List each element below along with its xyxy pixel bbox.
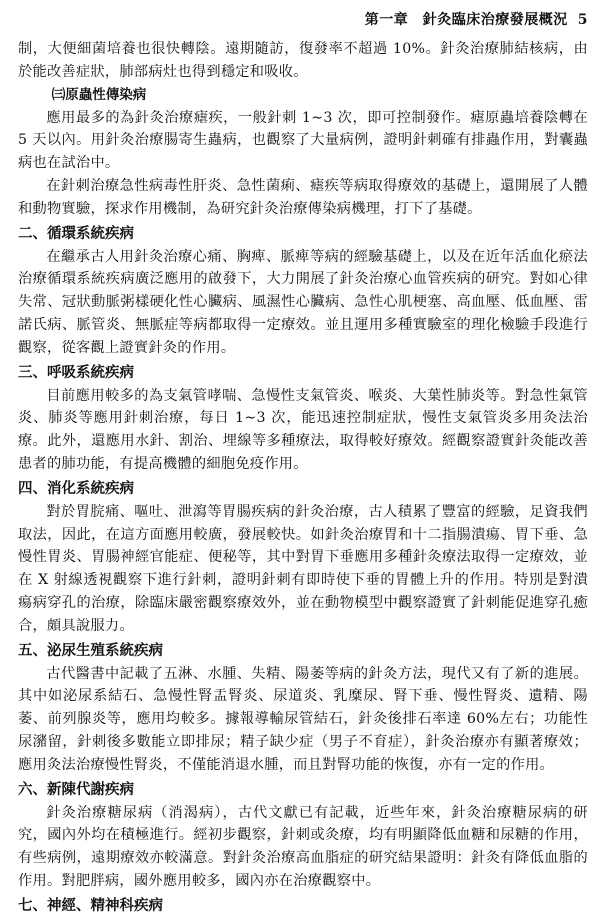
body-text [18,38,588,918]
subsection-heading: ㈢原蟲性傳染病 [51,86,147,103]
page-number: 5 [577,12,588,28]
section-heading: 二、循環系統疾病 [18,225,134,242]
section-heading: 三、呼吸系統疾病 [18,364,134,381]
paragraph: 制，大便細菌培養也很快轉陰。遠期隨訪，復發率不超過 10%。針灸治療肺結核病，由於能改善症狀，肺部病灶也得到穩定和吸收。 [18,41,588,80]
section-heading: 七、神經、精神科疾病 [18,897,163,914]
section-heading: 六、新陳代謝疾病 [18,781,134,798]
paragraph: 對於胃脘痛、嘔吐、泄瀉等胃腸疾病的針灸治療，古人積累了豐富的經驗，足資我們取法，因此，在這方面應用較廣，發展較快。如針灸治療胃和十二指腸潰瘍、胃下垂、急慢性胃炎、胃腸神經官能症、便秘等，其中對胃下垂應用多種針灸療法取得一定療效，並在 X 射線透視觀察下進行針刺，證明針刺有即時使下垂的胃體上升的作用。特別是對潰瘍病穿孔的治療，除臨床嚴密觀察療效外，並在動物模型中觀察證實了針刺能促進穿孔癒合，頗具說服力。 [18,503,588,634]
book-page [18,10,588,915]
section-heading: 五、泌尿生殖系統疾病 [18,642,163,659]
paragraph: 在繼承古人用針灸治療心痛、胸痺、脈痺等病的經驗基礎上，以及在近年活血化瘀法治療循環系統疾病廣泛應用的啟發下，大力開展了針灸治療心血管疾病的研究。對如心律失常、冠狀動脈粥樣硬化性心臟病、風濕性心臟病、急性心肌梗塞、高血壓、低血壓、雷諾氏病、脈管炎、無脈症等病都取得一定療效。並且運用多種實驗室的理化檢驗手段進行觀察，從客觀上證實針灸的作用。 [18,248,588,356]
chapter-title: 第一章 針灸臨床治療發展概況 [364,12,568,28]
running-header [18,10,588,30]
paragraph: 應用最多的為針灸治療瘧疾，一般針刺 1∼3 次，即可控制發作。瘧原蟲培養陰轉在 5 天以內。用針灸治療腸寄生蟲病，也觀察了大量病例，證明針刺確有排蟲作用，對囊蟲病也在試治中。 [18,109,588,172]
paragraph: 在針刺治療急性病毒性肝炎、急性菌痢、瘧疾等病取得療效的基礎上，還開展了人體和動物實驗，探求作用機制，為研究針灸治療傳染病機理，打下了基礎。 [18,177,588,217]
section-heading: 四、消化系統疾病 [18,480,134,497]
paragraph: 針灸治療糖尿病（消渴病），古代文獻已有記載，近些年來，針灸治療糖尿病的研究，國內外均在積極進行。經初步觀察，針刺或灸療，均有明顯降低血糖和尿糖的作用，有些病例，遠期療效亦較滿意。對針灸治療高血脂症的研究結果證明：針灸有降低血脂的作用。對肥胖病，國外應用較多，國內亦在治療觀察中。 [18,804,588,889]
paragraph: 目前應用較多的為支氣管哮喘、急慢性支氣管炎、喉炎、大葉性肺炎等。對急性氣管炎、肺炎等應用針刺治療，每日 1∼3 次，能迅速控制症狀，慢性支氣管炎多用灸法治療。此外，還應用水針、割治、埋線等多種療法，取得較好療效。經觀察證實針灸能改善患者的肺功能，有提高機體的細胞免疫作用。 [18,387,588,472]
paragraph: 古代醫書中記載了五淋、水腫、失精、陽萎等病的針灸方法，現代又有了新的進展。其中如泌尿系結石、急慢性腎盂腎炎、尿道炎、乳糜尿、腎下垂、慢性腎炎、遺精、陽萎、前列腺炎等，應用均較多。據報導輸尿管結石，針灸後排石率達 60%左右；功能性尿瀦留，針刺後多數能立即排尿；精子缺少症（男子不育症），針灸治療亦有顯著療效；應用灸法治療慢性腎炎，不僅能消退水腫，而且對腎功能的恢復，亦有一定的作用。 [18,665,588,773]
